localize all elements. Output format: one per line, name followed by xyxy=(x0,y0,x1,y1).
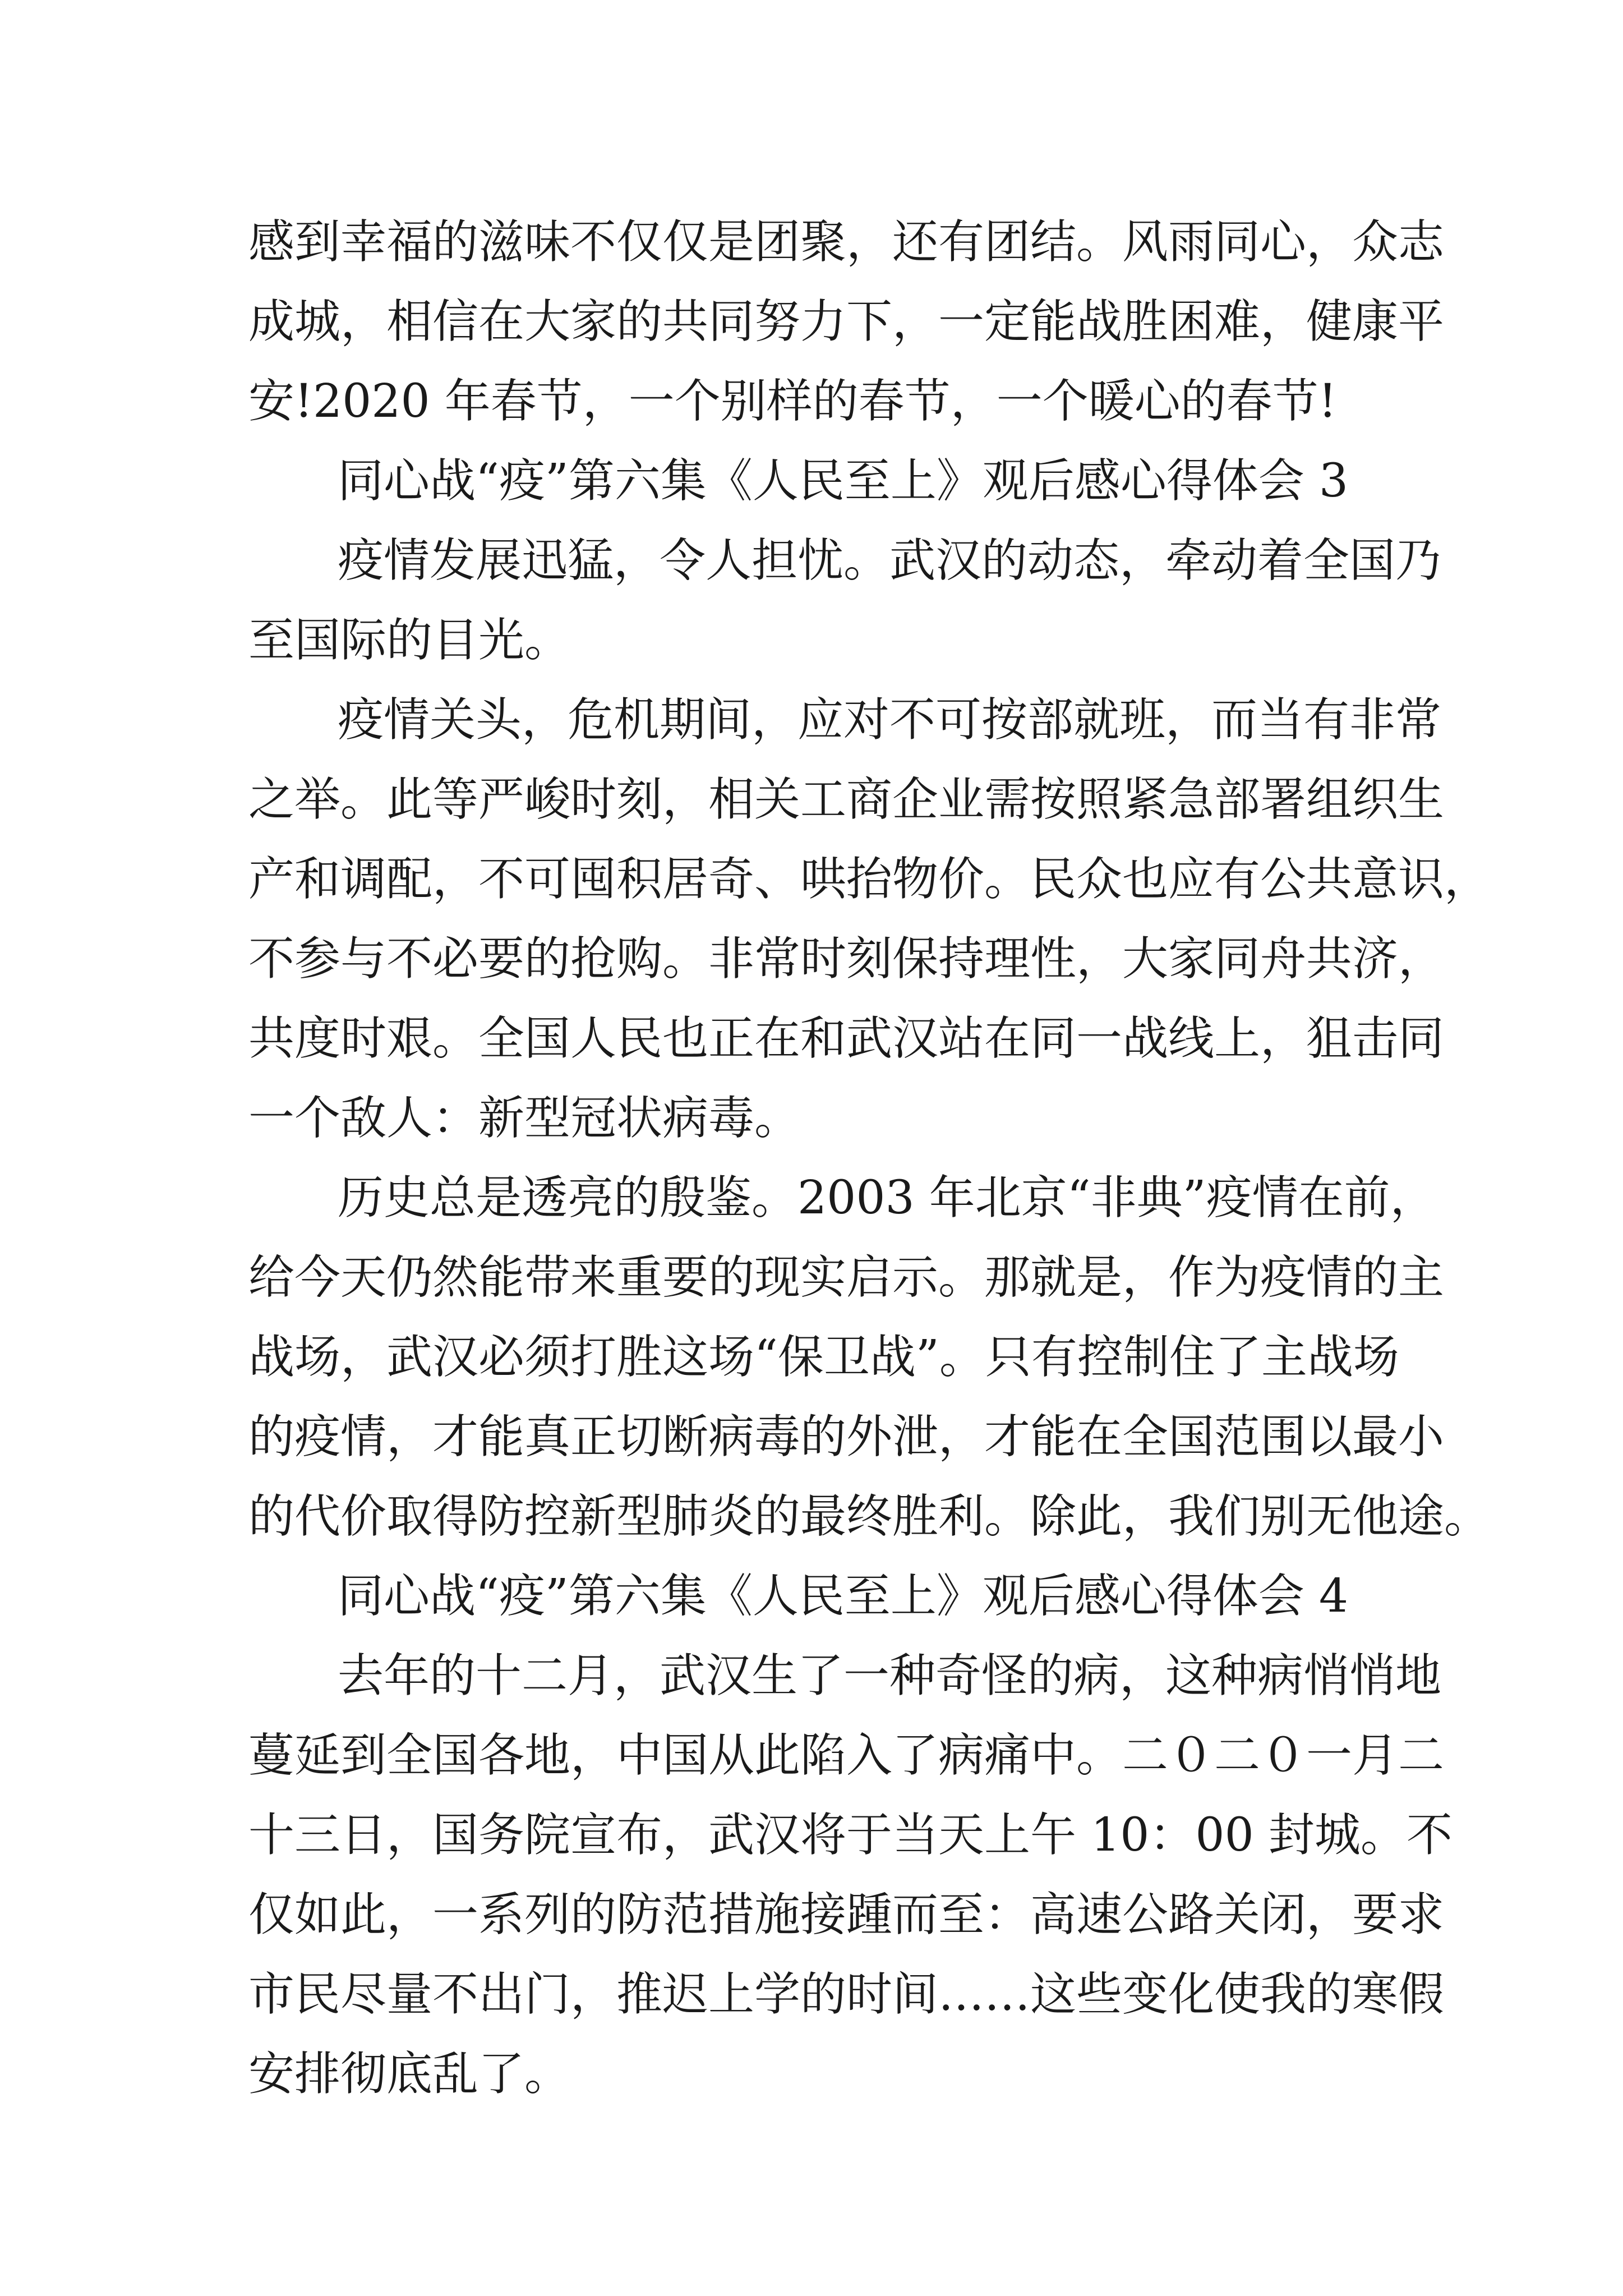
text-line: 战场，武汉必须打胜这场“保卫战”。只有控制住了主战场 xyxy=(248,1331,1399,1384)
text-line: 成城，相信在大家的共同努力下，一定能战胜困难，健康平 xyxy=(248,295,1445,348)
text-line: 疫情关头，危机期间，应对不可按部就班，而当有非常 xyxy=(338,693,1442,747)
text-line: 共度时艰。全国人民也正在和武汉站在同一战线上，狙击同 xyxy=(248,1012,1445,1065)
text-line: 的疫情，才能真正切断病毒的外泄，才能在全国范围以最小 xyxy=(248,1410,1445,1464)
text-line: 安!2020 年春节，一个别样的春节，一个暖心的春节! xyxy=(248,375,1337,428)
section-heading: 同心战“疫”第六集《人民至上》观后感心得体会 4 xyxy=(338,1570,1349,1623)
text-line: 不参与不必要的抢购。非常时刻保持理性，大家同舟共济， xyxy=(248,932,1445,986)
text-line: 的代价取得防控新型肺炎的最终胜利。除此，我们别无他途。 xyxy=(248,1490,1491,1543)
text-line: 疫情发展迅猛，令人担忧。武汉的动态，牵动着全国乃 xyxy=(338,534,1442,587)
text-line: 产和调配，不可囤积居奇、哄抬物价。民众也应有公共意识， xyxy=(248,853,1491,906)
text-line: 安排彻底乱了。 xyxy=(248,2047,571,2101)
text-line: 之举。此等严峻时刻，相关工商企业需按照紧急部署组织生 xyxy=(248,773,1445,826)
text-line: 市民尽量不出门，推迟上学的时间……这些变化使我的寒假 xyxy=(248,1968,1445,2021)
text-line: 去年的十二月，武汉生了一种奇怪的病，这种病悄悄地 xyxy=(338,1649,1442,1703)
text-line: 十三日，国务院宣布，武汉将于当天上午 10：00 封城。不 xyxy=(248,1809,1453,1862)
text-line: 给今天仍然能带来重要的现实启示。那就是，作为疫情的主 xyxy=(248,1251,1445,1304)
text-line: 蔓延到全国各地，中国从此陷入了病痛中。二０二０一月二 xyxy=(248,1729,1445,1782)
text-line: 仅如此，一系列的防范措施接踵而至：高速公路关闭，要求 xyxy=(248,1888,1445,1941)
text-line: 一个敌人：新型冠状病毒。 xyxy=(248,1092,801,1145)
text-line: 感到幸福的滋味不仅仅是团聚，还有团结。风雨同心，众志 xyxy=(248,215,1445,269)
text-line: 至国际的目光。 xyxy=(248,614,571,667)
section-heading: 同心战“疫”第六集《人民至上》观后感心得体会 3 xyxy=(338,454,1349,508)
text-line: 历史总是透亮的殷鉴。2003 年北京“非典”疫情在前， xyxy=(338,1171,1436,1225)
